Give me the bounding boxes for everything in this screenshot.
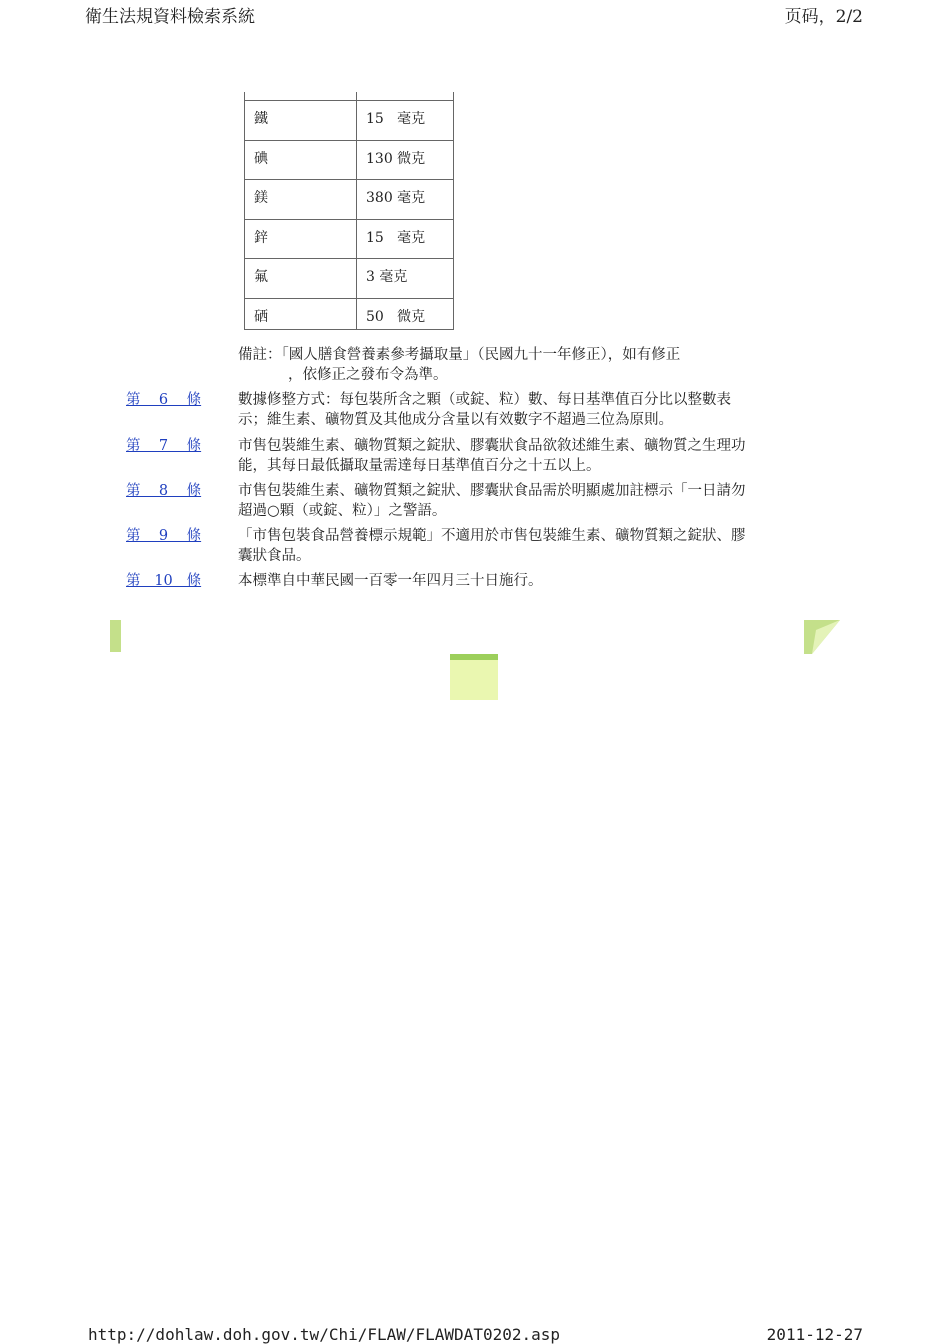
nutrient-amount: 3 毫克 (366, 269, 408, 285)
article-link-8[interactable]: 第 8 條 (126, 483, 202, 499)
article-link-6[interactable]: 第 6 條 (126, 392, 202, 408)
table-row (244, 171, 454, 211)
article-link-7[interactable]: 第 7 條 (126, 438, 202, 454)
footer-date: 2011-12-27 (766, 1325, 863, 1344)
nutrient-name: 鎂 (254, 190, 268, 206)
nutrient-name: 鋅 (254, 229, 268, 246)
table-row (244, 92, 454, 132)
nutrient-amount: 15 毫克 (366, 229, 426, 246)
table-note (238, 345, 758, 385)
table-row (244, 290, 454, 330)
article-text: 數據修整方式：每包裝所含之顆（或錠、粒）數、每日基準值百分比以整數表示；維生素、礦物質及其他成分含量以有效數字不超過三位為原則。 (238, 392, 731, 428)
nutrient-amount: 130 微克 (366, 150, 426, 167)
nutrient-amount: 50 微克 (366, 308, 426, 325)
left-green-bar (110, 620, 121, 652)
table-row (244, 211, 454, 251)
nutrient-amount: 15 毫克 (366, 111, 426, 127)
nutrient-name: 碘 (254, 150, 268, 167)
nutrient-name: 硒 (254, 308, 268, 325)
footer-url: http://dohlaw.doh.gov.tw/Chi/FLAW/FLAWDAT0202.asp (88, 1325, 561, 1344)
page-curl-icon (804, 620, 840, 654)
page-number: 页码，2/2 (784, 7, 863, 27)
nutrient-table (244, 92, 454, 331)
article-link-9[interactable]: 第 9 條 (126, 528, 202, 544)
article-text: 「市售包裝食品營養標示規範」不適用於市售包裝維生素、礦物質類之錠狀、膠囊狀食品。 (238, 528, 746, 564)
article-text: 本標準自中華民國一百零一年四月三十日施行。 (238, 573, 543, 589)
note-line-2: ，依修正之發布令為準。 (288, 367, 448, 383)
header-title: 衛生法規資料檢索系統 (85, 7, 255, 27)
article-link-10[interactable]: 第 10 條 (126, 573, 202, 589)
center-green-box (450, 654, 498, 700)
article-text: 市售包裝維生素、礦物質類之錠狀、膠囊狀食品需於明顯處加註標示「一日請勿超過○顆（或錠、粒）」之警語。 (238, 483, 746, 519)
article-text: 市售包裝維生素、礦物質類之錠狀、膠囊狀食品欲敘述維生素、礦物質之生理功能，其每日最低攝取量需達每日基準值百分之十五以上。 (238, 438, 746, 474)
nutrient-amount: 380 毫克 (366, 190, 426, 206)
nutrient-name: 鐵 (254, 111, 268, 127)
nutrient-name: 氟 (254, 269, 268, 285)
note-line-1: 備註：「國人膳食營養素參考攝取量」（民國九十一年修正），如有修正 (238, 347, 681, 363)
table-row (244, 250, 454, 290)
table-row (244, 132, 454, 172)
table-bottom-border (244, 329, 454, 331)
